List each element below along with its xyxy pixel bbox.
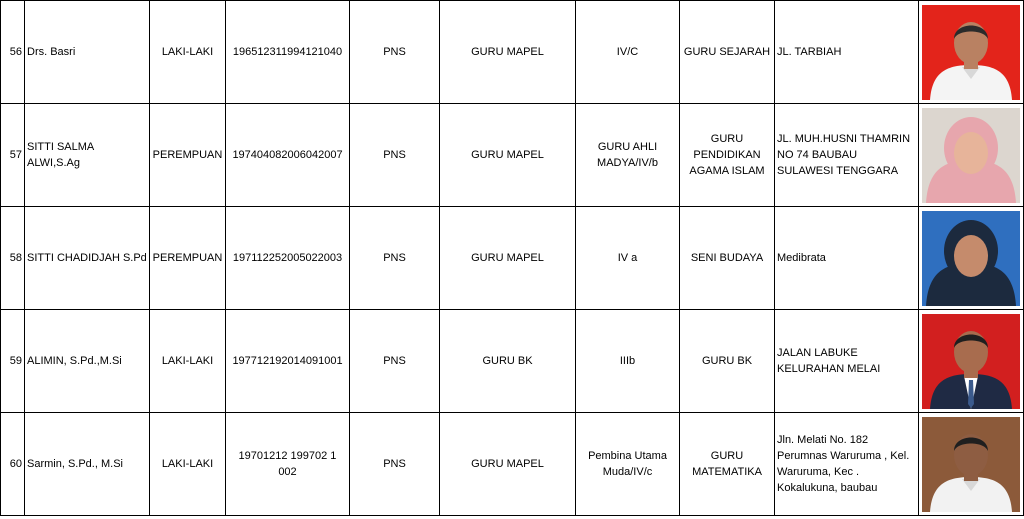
table-row	[1, 104, 1024, 207]
photo-cell	[919, 413, 1024, 516]
nip: 196512311994121040	[226, 1, 350, 104]
rank-grade: IIIb	[576, 310, 680, 413]
rank-grade: GURU AHLI MADYA/IV/b	[576, 104, 680, 207]
row-number: 59	[1, 310, 25, 413]
rank-grade: IV a	[576, 207, 680, 310]
subject: GURU SEJARAH	[680, 1, 775, 104]
nip: 197112252005022003	[226, 207, 350, 310]
gender: PEREMPUAN	[150, 207, 226, 310]
row-number: 57	[1, 104, 25, 207]
employment-status: PNS	[350, 207, 440, 310]
position: GURU MAPEL	[440, 207, 576, 310]
position: GURU MAPEL	[440, 104, 576, 207]
position: GURU MAPEL	[440, 413, 576, 516]
photo-cell	[919, 104, 1024, 207]
photo-cell	[919, 1, 1024, 104]
portrait-graphic	[922, 108, 1020, 203]
teacher-name: ALIMIN, S.Pd.,M.Si	[25, 310, 150, 413]
position: GURU BK	[440, 310, 576, 413]
photo-cell	[919, 207, 1024, 310]
address: Medibrata	[775, 207, 919, 310]
portrait-graphic	[922, 314, 1020, 409]
rank-grade: Pembina Utama Muda/IV/c	[576, 413, 680, 516]
gender: LAKI-LAKI	[150, 1, 226, 104]
teacher-photo	[922, 211, 1020, 306]
teacher-photo	[922, 314, 1020, 409]
teacher-name: SITTI SALMA ALWI,S.Ag	[25, 104, 150, 207]
subject: SENI BUDAYA	[680, 207, 775, 310]
nip: 197404082006042007	[226, 104, 350, 207]
gender: LAKI-LAKI	[150, 310, 226, 413]
rank-grade: IV/C	[576, 1, 680, 104]
employment-status: PNS	[350, 1, 440, 104]
table-row	[1, 1, 1024, 104]
gender: PEREMPUAN	[150, 104, 226, 207]
teacher-photo	[922, 108, 1020, 203]
nip: 197712192014091001	[226, 310, 350, 413]
teacher-photo	[922, 5, 1020, 100]
gender: LAKI-LAKI	[150, 413, 226, 516]
row-number: 56	[1, 1, 25, 104]
address: Jln. Melati No. 182 Perumnas Waruruma , Kel. Waruruma, Kec . Kokalukuna, baubau	[775, 413, 919, 516]
teacher-name: Sarmin, S.Pd., M.Si	[25, 413, 150, 516]
table-body	[1, 1, 1024, 516]
address: JALAN LABUKE KELURAHAN MELAI	[775, 310, 919, 413]
portrait-graphic	[922, 5, 1020, 100]
teacher-name: Drs. Basri	[25, 1, 150, 104]
employment-status: PNS	[350, 310, 440, 413]
address: JL. TARBIAH	[775, 1, 919, 104]
photo-cell	[919, 310, 1024, 413]
portrait-graphic	[922, 417, 1020, 512]
subject: GURU PENDIDIKAN AGAMA ISLAM	[680, 104, 775, 207]
employment-status: PNS	[350, 413, 440, 516]
employment-status: PNS	[350, 104, 440, 207]
table-row	[1, 413, 1024, 516]
row-number: 60	[1, 413, 25, 516]
row-number: 58	[1, 207, 25, 310]
table-row	[1, 207, 1024, 310]
teacher-photo	[922, 417, 1020, 512]
position: GURU MAPEL	[440, 1, 576, 104]
address: JL. MUH.HUSNI THAMRIN NO 74 BAUBAU SULAWESI TENGGARA	[775, 104, 919, 207]
subject: GURU BK	[680, 310, 775, 413]
teacher-name: SITTI CHADIDJAH S.Pd	[25, 207, 150, 310]
portrait-graphic	[922, 211, 1020, 306]
subject: GURU MATEMATIKA	[680, 413, 775, 516]
table-row	[1, 310, 1024, 413]
nip: 19701212 199702 1 002	[226, 413, 350, 516]
